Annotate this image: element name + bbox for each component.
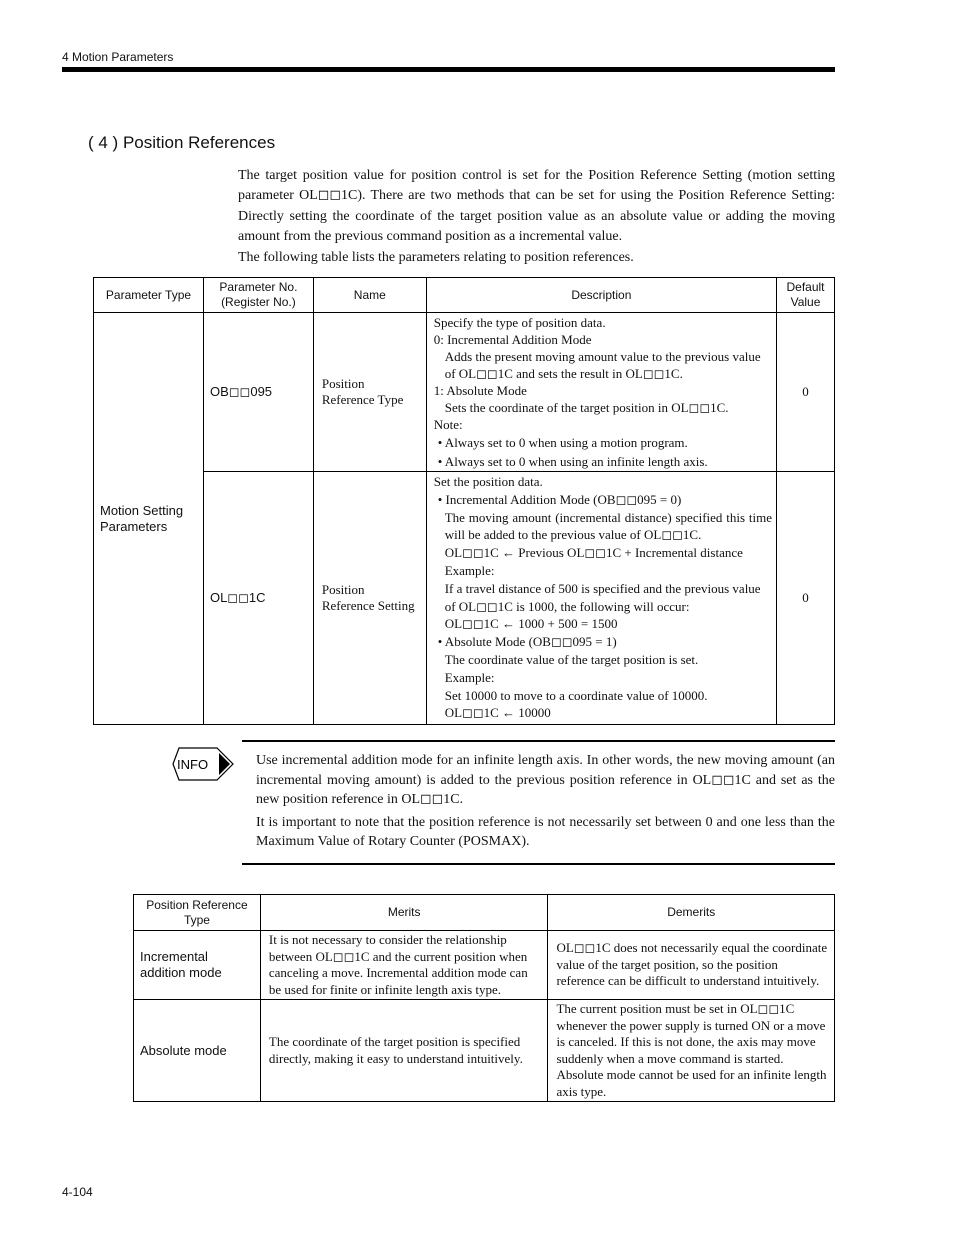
- page-number: 4-104: [62, 1185, 93, 1199]
- mode-cell: Absolute mode: [134, 1000, 261, 1102]
- info-text: [256, 751, 835, 855]
- merits-cell: It is not necessary to consider the relationship between OL◻◻1C and the current position when canceling a move. Incremental addition mode can be used for finite or infinite length axis type.: [260, 931, 548, 1000]
- mode-cell: Incremental addition mode: [134, 931, 261, 1000]
- intro-text: [238, 166, 835, 268]
- intro-paragraph: The following table lists the parameters relating to position references.: [238, 249, 634, 265]
- info-paragraph: Use incremental addition mode for an infinite length axis. In other words, the new moving amount (an incremental moving amount) is added to the previous position reference in OL◻◻1C and set as the new position reference in OL◻◻1C.: [256, 753, 835, 807]
- default-value-cell: 0: [777, 313, 835, 472]
- table-row: [94, 313, 835, 472]
- column-header: Name: [313, 278, 426, 313]
- table-row: [94, 472, 835, 725]
- description-cell: Specify the type of position data. 0: Incremental Addition Mode Adds the present moving amount value to the previous value of OL◻◻1C and sets the result in OL◻◻1C. 1: Absolute Mode Sets the coordinate of the target position in OL◻◻1C. Note: • Always set to 0 when using a motion program. • Always set to 0 when using an infinite length axis.: [426, 313, 776, 472]
- parameter-no-cell: OL◻◻1C: [203, 472, 313, 725]
- parameter-no-cell: OB◻◻095: [203, 313, 313, 472]
- info-paragraph: It is important to note that the position reference is not necessarily set between 0 and one less than the Maximum Value of Rotary Counter (POSMAX).: [256, 814, 835, 849]
- parameter-type-cell: Motion Setting Parameters: [94, 313, 204, 725]
- default-value-cell: 0: [777, 472, 835, 725]
- parameter-table: [93, 277, 835, 725]
- parameter-name-cell: Position Reference Type: [313, 313, 426, 472]
- table-row: [134, 1000, 835, 1102]
- info-icon: [171, 745, 235, 783]
- section-title: ( 4 ) Position References: [88, 133, 276, 152]
- intro-paragraph: The target position value for position control is set for the Position Reference Setting (motion setting parameter OL◻◻1C). There are two methods that can be set for using the Position Reference Setting: Directly setting the coordinate of the target position value as an absolute value or adding the moving amount from the previous command position as a incremental value.: [238, 168, 835, 245]
- column-header: Merits: [260, 895, 548, 931]
- table-row: [134, 931, 835, 1000]
- demerits-cell: The current position must be set in OL◻◻1C whenever the power supply is turned ON or a move is canceled. If this is not done, the axis may move suddenly when a move command is started. Absolute mode cannot be used for an infinite length axis type.: [548, 1000, 835, 1102]
- comparison-table: [133, 894, 835, 1102]
- running-header: 4 Motion Parameters: [62, 50, 174, 64]
- column-header: Position Reference Type: [134, 895, 261, 931]
- demerits-cell: OL◻◻1C does not necessarily equal the coordinate value of the target position, so the position reference can be difficult to understand intuitively.: [548, 931, 835, 1000]
- description-cell: Set the position data. • Incremental Addition Mode (OB◻◻095 = 0) The moving amount (incremental distance) specified this time will be added to the previous value of OL◻◻1C. OL◻◻1C ← Previous OL◻◻1C + Incremental distance Example: If a travel distance of 500 is specified and the previous value of OL◻◻1C is 1000, the following will occur: OL◻◻1C ← 1000 + 500 = 1500 • Absolute Mode (OB◻◻095 = 1) The coordinate value of the target position is set. Example: Set 10000 to move to a coordinate value of 10000. OL◻◻1C ← 10000: [426, 472, 776, 725]
- merits-cell: The coordinate of the target position is specified directly, making it easy to understand intuitively.: [260, 1000, 548, 1102]
- column-header: Demerits: [548, 895, 835, 931]
- table-header-row: [94, 278, 835, 313]
- column-header: Parameter Type: [94, 278, 204, 313]
- parameter-name-cell: Position Reference Setting: [313, 472, 426, 725]
- column-header: Description: [426, 278, 776, 313]
- header-rule: [62, 67, 835, 72]
- info-icon-label: INFO: [177, 757, 209, 772]
- column-header: Default Value: [777, 278, 835, 313]
- column-header: Parameter No. (Register No.): [203, 278, 313, 313]
- table-header-row: [134, 895, 835, 931]
